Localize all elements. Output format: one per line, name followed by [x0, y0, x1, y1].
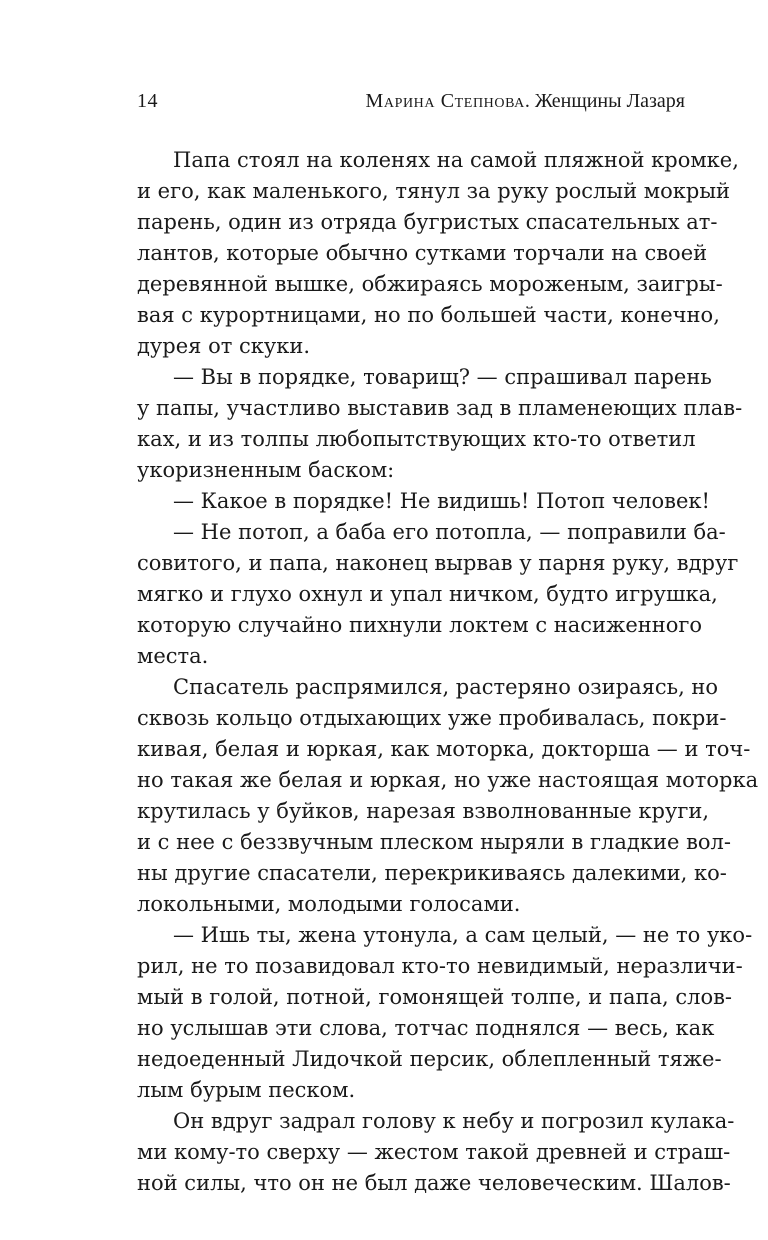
running-title — [365, 86, 685, 116]
text-line: ны другие спасатели, перекрикиваясь далекими, ко- — [137, 861, 727, 885]
text-line: — Не потоп, а баба его потопла, — поправили ба- — [173, 520, 726, 544]
text-line: дурея от скуки. — [137, 334, 311, 358]
paragraph — [137, 672, 759, 920]
text-line: которую случайно пихнули локтем с насиженного — [137, 613, 703, 637]
text-line: у папы, участливо выставив зад в пламенеющих плав- — [137, 396, 743, 420]
text-line: сквозь кольцо отдыхающих уже пробивалась, покри- — [137, 706, 727, 730]
text-line: мый в голой, потной, гомонящей толпе, и папа, слов- — [137, 985, 733, 1009]
text-line: Спасатель распрямился, растеряно озираясь, но — [173, 675, 719, 699]
text-line: ной силы, что он не был даже человеческим. Шалов- — [137, 1171, 731, 1195]
text-line: Он вдруг задрал голову к небу и погрозил кулака- — [173, 1109, 735, 1133]
text-line: деревянной вышке, обжираясь мороженым, заигры- — [137, 272, 723, 296]
text-line: места. — [137, 644, 209, 668]
text-line: вая с курортницами, но по большей части, конечно, — [137, 303, 720, 327]
text-line: лым бурым песком. — [137, 1078, 356, 1102]
text-line: совитого, и папа, наконец вырвав у парня руку, вдруг — [137, 551, 739, 575]
title-separator: . — [524, 90, 535, 112]
text-line: кивая, белая и юркая, как моторка, докторша — и точ- — [137, 737, 751, 761]
book-title: Женщины Лазаря — [534, 90, 685, 112]
text-line: — Какое в порядке! Не видишь! Потоп человек! — [173, 489, 710, 513]
text-line: ках, и из толпы любопытствующих кто-то ответил — [137, 427, 696, 451]
text-line: локольными, молодыми голосами. — [137, 892, 521, 916]
text-line: Папа стоял на коленях на самой пляжной кромке, — [173, 148, 739, 172]
text-line: рил, не то позавидовал кто-то невидимый, неразличи- — [137, 954, 743, 978]
paragraph — [137, 1106, 735, 1199]
text-line: лантов, которые обычно сутками торчали на своей — [137, 241, 708, 265]
paragraph — [137, 486, 710, 517]
text-line: парень, один из отряда бугристых спасательных ат- — [137, 210, 718, 234]
running-head — [137, 86, 685, 116]
text-line: и с нее с беззвучным плеском ныряли в гладкие вол- — [137, 830, 731, 854]
body-text — [137, 145, 759, 1199]
paragraph — [137, 362, 743, 486]
page-number: 14 — [137, 90, 158, 112]
text-line: но такая же белая и юркая, но уже настоящая моторка — [137, 768, 759, 792]
paragraph — [137, 517, 739, 672]
text-line: но услышав эти слова, тотчас поднялся — весь, как — [137, 1016, 715, 1040]
paragraph — [137, 145, 739, 362]
text-line: мягко и глухо охнул и упал ничком, будто игрушка, — [137, 582, 718, 606]
text-line: крутилась у буйков, нарезая взволнованные круги, — [137, 799, 709, 823]
paragraph — [137, 920, 753, 1106]
text-line: недоеденный Лидочкой персик, облепленный тяже- — [137, 1047, 722, 1071]
text-line: ми кому-то сверху — жестом такой древней и страш- — [137, 1140, 731, 1164]
text-line: укоризненным баском: — [137, 458, 395, 482]
text-line: и его, как маленького, тянул за руку рослый мокрый — [137, 179, 731, 203]
author-name: Марина Степнова — [365, 90, 525, 112]
text-line: — Ишь ты, жена утонула, а сам целый, — не то уко- — [173, 923, 753, 947]
text-line: — Вы в порядке, товарищ? — спрашивал парень — [173, 365, 712, 389]
